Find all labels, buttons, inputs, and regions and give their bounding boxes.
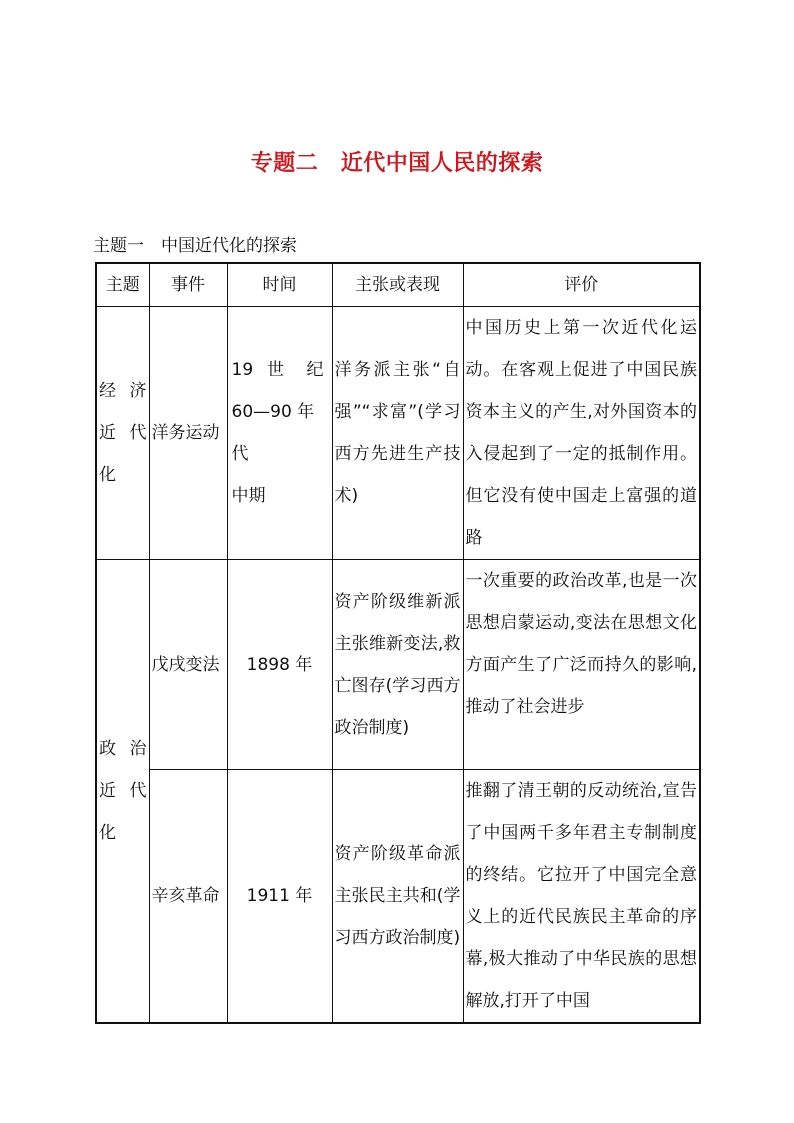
theme-political-cell — [96, 560, 149, 1024]
table-header-row — [96, 263, 700, 307]
evaluation-cell: 一次重要的政治改革,也是一次思想启蒙运动,变法在思想文化方面产生了广泛而持久的影响,推动了社会进步 — [463, 560, 700, 770]
time-cell — [227, 307, 332, 560]
time-cell: 1898 年 — [227, 560, 332, 770]
section-title: 主题一 中国近代化的探索 — [93, 236, 297, 256]
claim-cell: 洋务派主张“自强”“求富”(学习西方先进生产技术) — [332, 307, 463, 560]
evaluation-cell: 推翻了清王朝的反动统治,宣告了中国两千多年君主专制制度的终结。它拉开了中国完全意义上的近代民族民主革命的序幕,极大推动了中华民族的思想解放,打开了中国 — [463, 770, 700, 1024]
table-row — [96, 307, 700, 560]
event-cell: 戊戌变法 — [149, 560, 227, 770]
theme-line: 近 代 — [99, 781, 147, 801]
header-event: 事件 — [149, 263, 227, 307]
theme-line: 近 代 — [99, 423, 147, 443]
exploration-table — [95, 262, 701, 1024]
time-line: 中期 — [231, 486, 266, 506]
theme-line: 化 — [99, 823, 116, 843]
table-row — [96, 770, 700, 1024]
time-line: 60—90 年代 — [231, 402, 315, 464]
time-line: 19 世 纪 — [231, 360, 324, 380]
header-evaluation: 评价 — [463, 263, 700, 307]
page-title: 专题二 近代中国人民的探索 — [250, 151, 544, 176]
theme-line: 政 治 — [99, 739, 147, 759]
evaluation-cell: 中国历史上第一次近代化运动。在客观上促进了中国民族资本主义的产生,对外国资本的入侵起到了一定的抵制作用。但它没有使中国走上富强的道路 — [463, 307, 700, 560]
header-time: 时间 — [227, 263, 332, 307]
header-claim: 主张或表现 — [332, 263, 463, 307]
claim-cell: 资产阶级革命派主张民主共和(学习西方政治制度) — [332, 770, 463, 1024]
event-cell: 辛亥革命 — [149, 770, 227, 1024]
header-theme: 主题 — [96, 263, 149, 307]
time-cell: 1911 年 — [227, 770, 332, 1024]
theme-line: 经 济 — [99, 381, 147, 401]
claim-cell: 资产阶级维新派主张维新变法,救亡图存(学习西方政治制度) — [332, 560, 463, 770]
event-cell: 洋务运动 — [149, 307, 227, 560]
theme-line: 化 — [99, 465, 116, 485]
table-row — [96, 560, 700, 770]
theme-economic-cell — [96, 307, 149, 560]
